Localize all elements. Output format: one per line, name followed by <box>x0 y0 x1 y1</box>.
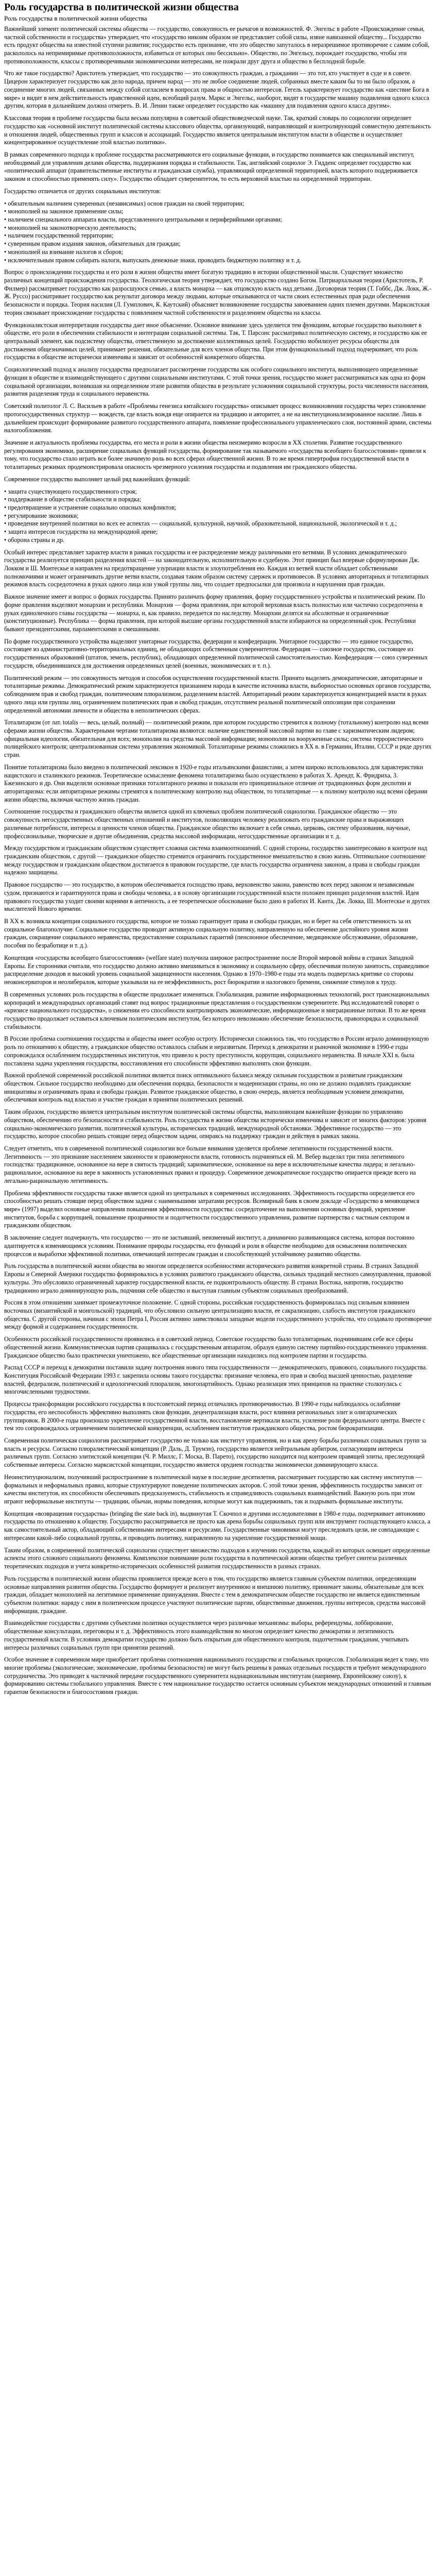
paragraph: Распад СССР и переход к демократии поставили задачу построения нового типа государственности — демократического, правового, социального государства. Конституция Российской Федерации 1993 г. закрепила основы такого государства: признание человека, его прав и свобод высшей ценностью, разделение властей, федерализм, политический и идеологический плюрализм, многопартийность. Однако реализация этих принципов на практике столкнулась с многочисленными трудностями. <box>4 1364 427 1396</box>
list-item: • монополией на взимание налогов и сборов; <box>4 248 124 256</box>
paragraph: Важное значение имеет и вопрос о формах государства. Принято различать форму правления, форму государственного устройства и политический режим. По форме правления выделяют монархии и республики. Монархия — форма правления, при которой верховная власть полностью или частично сосредоточена в руках единоличного главы государства — монарха, и, как правило, передается по наследству. Монархии делятся на абсолютные и ограниченные (конституционные). Республика — форма правления, при которой высшие органы государственной власти избираются на определенный срок. Республики бывают президентскими, парламентскими и смешанными. <box>4 593 425 633</box>
paragraph: Важнейший элемент политической системы общества — государство, совокупность ее рычагов и возможностей. Ф. Энгельс в работе «Происхождение семьи, частной собственности и государства» утверждает, что «государство никоим образом не представляет собой силы, извне навязанной обществу... Государство есть продукт общества на известной ступени развития; государство есть признание, что это общество запуталось в неразрешимое противоречие с самим собой, раскололось на непримиримые противоположности, избавиться от которых оно бессильно». Общество, по Энгельсу, порождает государство, чтобы эти противоположности, классы с противоречивыми экономическими интересами, не пожрали друг друга и общество в бесплодной борьбе. <box>4 25 430 65</box>
list-item: • наличием специального аппарата власти, представленного центральными и периферийными органами; <box>4 215 283 223</box>
list-item: • защита существующего государственного строя; <box>4 487 137 495</box>
list-item: • поддержание в обществе стабильности и порядка; <box>4 496 142 503</box>
paragraph: Концепция «возвращения государства» (bringing the state back in), выдвинутая Т. Скочпол и другими исследователями в 1980-е годы, подчеркивает автономию государства по отношению к обществу. Государство рассматривается не просто как арена борьбы социальных групп или инструмент господствующего класса, а как самостоятельный актор, обладающий собственными интересами и ресурсами. Государственные чиновники могут преследовать цели, не совпадающие с интересами какой-либо социальной группы, и проводить политику, направленную на укрепление государственной мощи. <box>4 1510 430 1541</box>
paragraph-block-1 <box>4 25 432 196</box>
paragraph: Государство отличается от других социальных институтов: <box>4 187 161 195</box>
list-item: • обязательным наличием суверенных (независимых) основ граждан на своей территории; <box>4 199 245 207</box>
paragraph: Правовое государство — это государство, в котором обеспечивается господство права, верховенство закона, равенство всех перед законом и независимым судом, признаются и гарантируются права и свободы человека, а в основу организации государственной власти положен принцип разделения властей. Идея правового государства уходит своими корнями в античность, а ее теоретическое обоснование было дано в работах И. Канта, Дж. Локка, Ш. Монтескье и других мыслителей Нового времени. <box>4 881 430 913</box>
paragraph: Особенности российской государственности проявились и в советский период. Советское государство было тоталитарным, подчинившим себе все сферы общественной жизни. Коммунистическая партия сращивалась с государственным аппаратом, образуя единую систему партийно-государственного управления. Гражданское общество было практически уничтожено, все общественные организации находились под контролем партии и государства. <box>4 1335 428 1359</box>
paragraph: В рамках современного подхода к проблеме государства рассматриваются его социальные функции, и государство понимается как специальный институт, необходимый для управления делами общества, поддержания порядка и стабильности. Так, английский социолог Э. Гидденс определяет государство как «политический аппарат (правительственные институты и гражданская служба), управляющий определенной территорией, власть которого поддерживается законом и способностью применять силу». Государство обладает суверенитетом, то есть верховной властью на определенной территории. <box>4 150 418 183</box>
list-item: • монополией на законотворческую деятельность; <box>4 224 137 231</box>
paragraph: В заключение следует подчеркнуть, что государство — это не застывший, неизменный институт, а динамично развивающаяся система, которая постоянно адаптируется к изменяющимся условиям. Понимание природы государства, его функций и роли в обществе необходимо для осмысления политических процессов и выработки эффективной политики, отвечающей интересам граждан и способствующей устойчивому развитию общества. <box>4 1234 415 1258</box>
paragraph: Таким образом, в современной политической социологии существует множество подходов к изучению государства, каждый из которых освещает определенные аспекты этого сложного социального феномена. Комплексное понимание роли государства в политической жизни общества требует синтеза различных теоретических подходов и учета конкретно-исторических особенностей развития государственности в разных странах. <box>4 1546 430 1570</box>
paragraph: Проблема эффективности государства также является одной из центральных в современных исследованиях. Эффективность государства определяется его способностью решать стоящие перед обществом задачи с наименьшими затратами ресурсов. Всемирный банк в своем докладе «Государство в меняющемся мире» (1997) выделил основные направления повышения эффективности государства: сосредоточение на выполнении основных функций, укрепление институтов, борьба с коррупцией, повышение прозрачности и подотчетности государственного управления, развитие партнерства с частным сектором и гражданским обществом. <box>4 1189 420 1229</box>
paragraph-block-4 <box>4 1262 432 1697</box>
document-subtitle: Роль государства в политической жизни общества <box>4 14 147 22</box>
paragraph: Россия в этом отношении занимает промежуточное положение. С одной стороны, российская государственность формировалась под сильным влиянием восточных (византийской и монгольской) традиций, что обусловило сильную централизацию власти, ее сакрализацию, слабость институтов гражданского общества. С другой стороны, начиная с эпохи Петра I, Россия активно заимствовала западные модели государственного устройства, что создавало противоречие между формой и содержанием государственности. <box>4 1299 432 1331</box>
paragraph: Особый интерес представляет характер власти в рамках государства и ее распределение между различными его ветвями. В условиях демократического государства реализуется принцип разделения властей — на законодательную, исполнительную и судебную. Этот принцип был впервые сформулирован Дж. Локком и Ш. Монтескье и направлен на предотвращение узурпации власти и злоупотребления ею. Каждая из ветвей власти обладает собственными полномочиями и может ограничивать другие ветви власти, создавая таким образом систему сдержек и противовесов. В условиях авторитарных и тоталитарных режимов власть сосредоточена в руках одного лица или узкой группы лиц, что создает предпосылки для произвола и нарушения прав граждан. <box>4 548 429 588</box>
list-item: • предотвращение и устранение социально опасных конфликтов; <box>4 503 177 511</box>
paragraph: Особое значение в современном мире приобретает проблема соотношения национального государства и глобальных процессов. Глобализация ведет к тому, что многие проблемы (экологические, экономические, проблемы безопасности) не могут быть решены в рамках отдельных государств и требуют международного сотрудничества. Это приводит к частичной передаче государственного суверенитета наднациональным институтам (например, Европейскому союзу), к формированию системы глобального управления. Вместе с тем национальное государство остается основным субъектом международных отношений и главным гарантом безопасности и благосостояния граждан. <box>4 1656 431 1696</box>
paragraph: Советский политолог Л. С. Васильев в работе «Проблемы генезиса китайского государства» описывает процесс возникновения государства через становление протогосударственных структур — вождеств, где власть вождя еще опирается на традицию и авторитет, а не на институционализированное насилие. Лишь в дальнейшем происходит формирование развитого государственного аппарата, появление профессионального управленческого слоя, постоянной армии, системы налогообложения. <box>4 402 431 434</box>
paragraph: Вопрос о происхождении государства и его роли в жизни общества имеет богатую традицию в истории общественной мысли. Существует множество различных концепций происхождения государства. Теологическая теория утверждает, что государство создано Богом. Патриархальная теория (Аристотель, Р. Филмер) рассматривает государство как разросшуюся семью, а власть монарха — как отцовскую власть над детьми. Договорная теория (Т. Гоббс, Дж. Локк, Ж.-Ж. Руссо) рассматривает государство как результат договора между людьми, которые отказываются от части своих естественных прав ради обеспечения безопасности и порядка. Теория насилия (Л. Гумплович, К. Каутский) объясняет возникновение государства завоеванием одних племен другими. Марксистская теория связывает происхождение государства с появлением частной собственности и разделением общества на классы. <box>4 268 432 316</box>
paragraph: Современная политическая социология рассматривает государство не только как институт управления, но и как арену борьбы различных социальных групп за власть и ресурсы. Согласно плюралистической концепции (Р. Даль, Д. Трумэн), государство является нейтральным арбитром, согласующим интересы различных групп. Согласно элитистской концепции (Ч. Р. Миллс, Г. Моска, В. Парето), государство находится под контролем правящей элиты, преследующей собственные интересы. Согласно марксистской концепции, государство является орудием господства экономически доминирующего класса. <box>4 1437 427 1469</box>
function-list-1 <box>4 200 432 265</box>
list-item: • наличием государственной территории; <box>4 232 114 240</box>
paragraph: Таким образом, государство является центральным институтом политической системы общества, выполняющим важнейшие функции по управлению обществом, обеспечению его безопасности и стабильности. Роль государства в жизни общества исторически изменчива и зависит от многих факторов: уровня социально-экономического развития, политической культуры, исторических традиций, международной обстановки. Эффективное государство — это государство, которое способно решать стоящие перед обществом задачи, опираясь на поддержку граждан и действуя в рамках закона. <box>4 1108 427 1140</box>
paragraph: По форме государственного устройства выделяют унитарные государства, федерации и конфедерации. Унитарное государство — это единое государство, состоящее из административно-территориальных единиц, не обладающих собственным суверенитетом. Федерация — союзное государство, состоящее из государственных образований (штатов, земель, республик), обладающих определенной политической самостоятельностью. Конфедерация — союз суверенных государств, объединившихся для достижения определенных целей (военных, экономических и т. п.). <box>4 637 428 669</box>
paragraph: В России проблема соотношения государства и общества имеет особую остроту. Исторически сложилось так, что государство в России играло доминирующую роль по отношению к обществу, а гражданское общество оставалось слабым и неразвитым. Переход к демократии и рыночной экономике в 1990-е годы сопровождался ослаблением государственных институтов, что привело к росту преступности, коррупции, социального неравенства. В начале XXI в. была поставлена задача укрепления государства, восстановления его способности эффективно выполнять свои функции. <box>4 1035 429 1067</box>
paragraph: Политический режим — это совокупность методов и способов осуществления государственной власти. Принято выделять демократические, авторитарные и тоталитарные режимы. Демократический режим характеризуется признанием народа в качестве источника власти, выборностью основных органов государства, соблюдением прав и свобод граждан, политическим плюрализмом, разделением властей. Авторитарный режим характеризуется концентрацией власти в руках одного лица или группы лиц, ограничением политических прав и свобод граждан, отсутствием реальной политической оппозиции при сохранении определенной автономии личности и общества в неполитических сферах. <box>4 674 431 714</box>
paragraph: Значение и актуальность проблемы государства, его места и роли в жизни общества неизмеримо возросли в XX столетии. Развитие государственного регулирования экономики, расширение социальных функций государства, формирование так называемого «государства всеобщего благосостояния» привели к тому, что государство стало играть все более значимую роль во всех сферах общественной жизни. В то же время гипертрофия государственной власти в тоталитарных режимах продемонстрировала опасность чрезмерного усиления государства и подавления им гражданского общества. <box>4 438 426 471</box>
paragraph: Важной проблемой современной российской политики является поиск оптимального баланса между сильным государством и развитым гражданским обществом. Сильное государство необходимо для обеспечения порядка, безопасности и модернизации страны, но оно не должно подавлять гражданские инициативы и ограничивать права и свободы граждан. Развитое гражданское общество, в свою очередь, является необходимым условием демократии, обеспечивая контроль над властью и участие граждан в принятии политических решений. <box>4 1072 411 1104</box>
paragraph: В XX в. возникла концепция социального государства, которое не только гарантирует права и свободы граждан, но и берет на себя ответственность за их социальное благополучие. Социальное государство проводит активную социальную политику, направленную на обеспечение достойного уровня жизни граждан, сокращение социального неравенства, предоставление социальных гарантий (пенсионное обеспечение, медицинское обслуживание, образование, пособия по безработице и т. д.). <box>4 918 418 950</box>
paragraph: В современных условиях роль государства в обществе продолжает изменяться. Глобализация, развитие информационных технологий, рост транснациональных корпораций и международных организаций ставят под вопрос традиционные представления о государственном суверенитете. Ряд исследователей говорят о «кризисе национального государства», о снижении его способности контролировать экономические, информационные и миграционные потоки. В то же время государство продолжает оставаться ключевым политическим институтом, без которого невозможно обеспечение безопасности, правопорядка и социальной стабильности. <box>4 990 430 1030</box>
list-item: • проведение внутренней политики во всех ее аспектах — социальной, культурной, научной, образовательной, национальной, экологической и т. д.; <box>4 520 397 528</box>
paragraph: Концепция «государства всеобщего благосостояния» (welfare state) получила широкое распространение после Второй мировой войны в странах Западной Европы. Ее сторонники считали, что государство должно активно вмешиваться в экономику и социальную сферу, обеспечивая полную занятость, справедливое распределение доходов и высокий уровень социальной защищенности населения. Однако в 1970–1980-е годы эта модель подверглась критике со стороны неоконсерваторов и неолибералов, которые указывали на ее неэффективность, рост бюрократии и налогового бремени, снижение стимулов к труду. <box>4 954 429 986</box>
paragraph: Современное государство выполняет целый ряд важнейших функций: <box>4 475 190 483</box>
list-item: • монополией на законное применение силы; <box>4 208 124 215</box>
paragraph-block-3 <box>4 549 432 1259</box>
paragraph: Следует отметить, что в современной политической социологии все больше внимания уделяется проблеме легитимности государственной власти. Легитимность — это признание населением законности и правомерности власти, готовность подчиняться ей. М. Вебер выделял три типа легитимного господства: традиционное, основанное на вере в святость традиций; харизматическое, основанное на вере в исключительные качества лидера; и легально-рациональное, основанное на вере в законность установленных правил и процедур. Современное демократическое государство опирается прежде всего на легально-рациональную легитимность. <box>4 1145 416 1184</box>
paragraph: Понятие тоталитаризма было введено в политический лексикон в 1920-е годы итальянскими фашистами, а затем широко использовалось для характеристики нацистского и сталинского режимов. Теоретическое осмысление феномена тоталитаризма было осуществлено в работах Х. Арендт, К. Фридриха, З. Бжезинского и др. Они выделили основные признаки тоталитарного режима и показали его принципиальное отличие от традиционных форм деспотии и авторитаризма: если авторитарные режимы стремятся к политическому контролю над обществом, то тоталитарные — к полному контролю над всеми сферами жизни общества, включая частную жизнь граждан. <box>4 763 428 803</box>
paragraph: Роль государства в политической жизни общества во многом определяется особенностями исторического развития конкретной страны. В странах Западной Европы и Северной Америки государство формировалось в условиях развитого гражданского общества, сильных традиций местного самоуправления, правовой культуры. Это обусловило ограниченный характер государственной власти, ее подконтрольность обществу. В странах Востока, напротив, государство традиционно играло доминирующую роль, подчиняя себе общество и выступая главным субъектом социальных преобразований. <box>4 1262 431 1294</box>
paragraph: Роль государства в политической жизни общества проявляется прежде всего в том, что государство является главным субъектом политики, определяющим основные направления развития общества. Государство формирует и реализует внутреннюю и внешнюю политику, принимает законы, обязательные для всех граждан, обладает монополией на легитимное применение принуждения. Вместе с тем в демократическом обществе государство не является единственным субъектом политики: наряду с ним в политическом процессе участвуют политические партии, общественные движения, группы интересов, средства массовой информации, граждане. <box>4 1574 426 1615</box>
document-title: Роль государства в политической жизни общества <box>4 2 239 13</box>
paragraph: Между государством и гражданским обществом существует сложная система взаимоотношений. С одной стороны, государство заинтересовано в контроле над гражданским обществом, с другой — гражданское общество стремится ограничить государственное вмешательство в свою жизнь. Оптимальное соотношение между государством и гражданским обществом достигается в правовом государстве, где власть государства ограничена законом, а права и свободы граждан надежно защищены. <box>4 844 427 876</box>
paragraph-block-2 <box>4 268 432 483</box>
paragraph: Процессы трансформации российского государства в постсоветский период отличались противоречивостью. В 1990-е годы наблюдалось ослабление государства, его неспособность эффективно выполнять свои функции, децентрализация власти, рост влияния региональных элит и олигархических группировок. В 2000-е годы произошло укрепление государственной власти, восстановление вертикали власти, усиление роли федерального центра. Вместе с тем это сопровождалось ограничением политической конкуренции, ослаблением институтов гражданского общества, ростом бюрократизации. <box>4 1400 426 1432</box>
list-item: • оборона страны и др. <box>4 536 65 544</box>
paragraph: Социологический подход к анализу государства предполагает рассмотрение государства как особого социального института, выполняющего определенные функции в обществе и взаимодействующего с другими социальными институтами. С этой точки зрения, государство может рассматриваться как одна из форм социальной организации, возникшая на определенном этапе развития общества в результате усложнения социальной структуры, роста численности населения, развития разделения труда и социального неравенства. <box>4 366 429 398</box>
paragraph: Соотношение государства и гражданского общества является одной из ключевых проблем политической социологии. Гражданское общество — это совокупность негосударственных общественных отношений и институтов, позволяющих человеку реализовать его гражданские права и выражающих различные потребности, интересы и ценности членов общества. Гражданское общество включает в себя семью, церковь, систему образования, научные, профессиональные, творческие и другие объединения, средства массовой информации, негосударственные организации и т. д. <box>4 808 410 840</box>
list-item: • регулирование экономики; <box>4 512 79 519</box>
list-item: • суверенным правом издания законов, обязательных для граждан; <box>4 240 181 248</box>
paragraph: Неоинституционализм, получивший распространение в политической науке в последние десятилетия, рассматривает государство как систему институтов — формальных и неформальных правил, которые структурируют поведение политических акторов. С этой точки зрения, эффективность государства зависит от качества институтов, их способности обеспечивать предсказуемость, стабильность и справедливость социальных взаимодействий. Важную роль при этом играют неформальные институты — традиции, обычаи, нормы поведения, которые могут как поддерживать, так и подрывать формальные институты. <box>4 1473 422 1505</box>
paragraph: Взаимодействие государства с другими субъектами политики осуществляется через различные механизмы: выборы, референдумы, лоббирование, общественные консультации, переговоры и т. д. Эффективность этого взаимодействия во многом определяет качество демократии и легитимность государственной власти. В условиях демократии государство должно быть открытым для общественного контроля, подотчетным гражданам, учитывать интересы различных социальных групп при принятии решений. <box>4 1619 409 1651</box>
paragraph: Функционалистская интерпретация государства дает иное объяснение. Основное внимание здесь уделяется тем функциям, которые государство выполняет в обществе, его роли в обеспечении стабильности и интеграции социальной системы. Так, Т. Парсонс рассматривал политическую систему, и государство как ее центральный элемент, как подсистему общества, ответственную за достижение коллективных целей. Государство мобилизует ресурсы общества для достижения общезначимых целей, принимает решения, обязательные для всех членов общества. При этом функциональный подход подчеркивает, что роль государства в обществе исторически изменчива и зависит от особенностей конкретного общества. <box>4 321 427 361</box>
list-item: • защита интересов государства на международной арене; <box>4 528 158 536</box>
paragraph: Классовая теория в проблеме государства была весьма популярна в советской обществоведческой науке. Так, краткий словарь по социологии определяет государство как «основной институт политической системы классового общества, организующий, направляющий и контролирующий совместную деятельность и отношения людей, общественных групп и классов и ассоциаций. Государство является центральным институтом власти в обществе и осуществляет концентрированное осуществление этой властью политики». <box>4 114 431 146</box>
paragraph: Что же такое государство? Аристотель утверждает, что государство — это совокупность граждан, а гражданин — это тот, кто участвует в суде и в совете. Цицерон характеризует государство как дело народа, причем народ — это не любое соединение людей, собранных вместе каким бы то ни было образом, а соединение многих людей, связанных между собой согласием в вопросах права и общностью интересов. Гегель характеризует государство как «шествие Бога в мире» и видит в нем действительность нравственной идеи, всеобщий разум. Маркс и Энгельс, наоборот, видят в государстве машину подавления одного класса другим, которая в дальнейшем должна отмереть. В. И. Ленин также определяет государство как «машину для подавления одного класса другим». <box>4 70 429 110</box>
function-list-2 <box>4 488 432 545</box>
paragraph: Тоталитаризм (от лат. totalis — весь, целый, полный) — политический режим, при котором государство стремится к полному (тотальному) контролю над всеми сферами жизни общества. Характерными чертами тоталитаризма являются: наличие единственной массовой партии во главе с харизматическим лидером; официальная идеология, обязательная для всех; монополия на средства массовой информации; монополия на вооруженные силы; система террористического полицейского контроля; централизованная система управления экономикой. Тоталитарные режимы сложились в XX в. в Германии, Италии, СССР и ряде других стран. <box>4 719 432 759</box>
list-item: • исключительным правом собирать налоги, выпускать денежные знаки, проводить бюджетную политику и т. д. <box>4 256 302 264</box>
